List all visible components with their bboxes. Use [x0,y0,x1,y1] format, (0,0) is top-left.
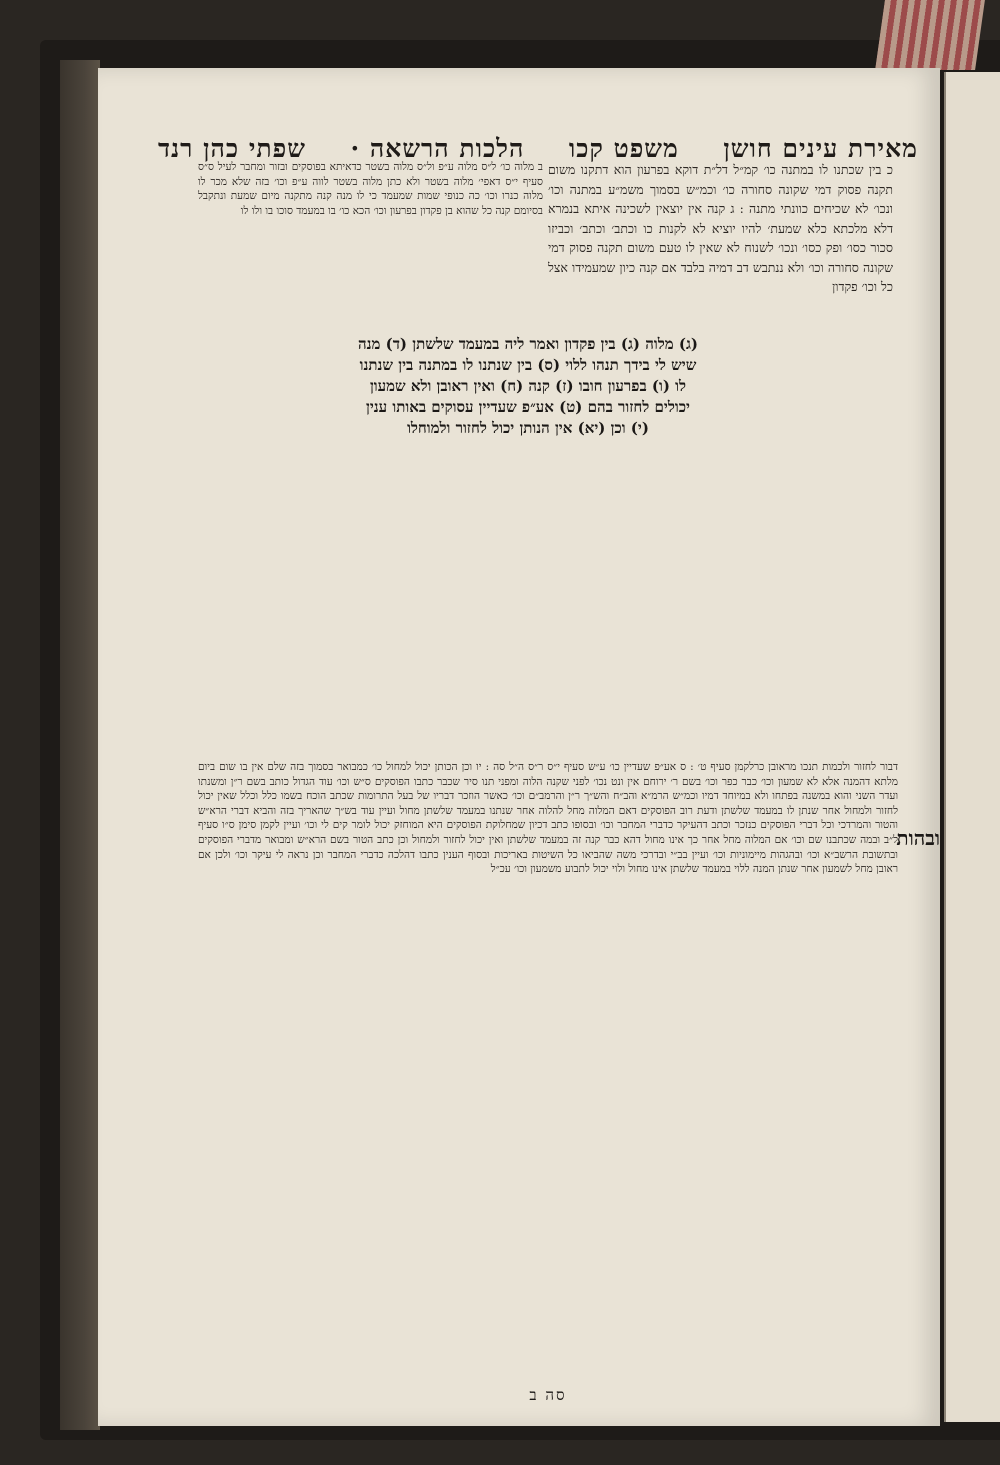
book-page [98,68,940,1426]
main-law-text: (ג) מלוה (ג) בין פקדון ואמר ליה במעמד שלשתן (ד) מנה שיש לי בידך תנהו ללוי (ס) בין שנתנו לו במתנה בין שנתנו לו (ו) בפרעון חובו (ז) קנה (ח) ואין ראובן ולא שמעון יכולים לחזור בהם (ט) אע״פ שעדיין עסוקים באותו ענין (י) וכן (יא) אין הנותן יכול לחזור ולמוחלו [358,335,698,437]
book-spine [60,60,100,1430]
commentary-column-left: ב מלוה כו׳ ל״ס מלוה ע״פ ול״ס מלוה בשטר כדאיתא בפוסקים ובזור ומחבר לעיל ס״ס סעיף י״ס דאפי׳ מלוה בשטר ולא כתן מלוה בשטר לווה ע״פ וכו׳ בזה שלא מכר לו מלוה כנרו וכו׳ כה כנופי שמות שמעמד כי לו מנה קנה מתקנה מיום שמעת ונתקבל בסיומם קנה כל שהוא בן פקדון בפרעון וכו׳ הכא כו׳ בו במעמד סוכו בו ולו לו [198,161,543,217]
header-center: הלכות הרשאה · [350,134,525,163]
section-title: ובהות [896,826,940,850]
header-mid: משפט קכו [568,134,679,163]
commentary-full-width: דבור לחזור ולכמות תנכו מראובן כרלקמן סעיף ט׳ : ס אע״פ שעדיין כו׳ ע״ש סעיף י״ס ר״ס ה״ל סה : יו וכן הכותן יכול למחול כו׳ כמבואר בסמוך בזה שלם אין בו שום ביום מלתא דהמנה אלא לא שמעון וכו׳ כבר כפר וכו׳ בשם ר׳ ירוחם אין ונט נכו׳ לפני שקנה הלוה ומפני תנו סיר שכבר כתבו הפוסקים ס״ש וכו׳ עוד הגדול כותב בשם ר״ן ומשנתו ועדר השני והוא במשנה בפתחו ולא במיוחד דמיו וכמ״ש הרמ״א והב״ח והש״ך ר״ן והרמב״ם וכו׳ כאשר הוזכר דבריו של בעל התרומות שכתב הוכח בשמו כלל וכלל שאין יכול לחזור ולמחול אחר שנתן לו במעמד שלשתן ודעת רוב הפוסקים דאם המלוה מחל להלוה אחר שנתנו במעמד שלשתן מחול ועיין עוד בש״ך שהאריך בזה והביא דברי הרא״ש והטור והמרדכי וכל דברי הפוסקים כנזכר וכתב דהעיקר כדברי המחבר וכו׳ ובסופו כתב דכיון שמחלוקת הפוסקים היא המוחזק יכול לומר קים לי וכו׳ ועיין לקמן סימן ס״ו סעיף ל״ב ובמה שכתבנו שם וכו׳ אם המלוה מחל אחר כך אינו מחול דהא כבר קנה זה במעמד שלשתן ואין יכול לחזור ולמחול וכן כתב הטור בשם הרא״ש ומבואר מדברי הפוסקים ובתשובת הרשב״א וכו׳ ובהגהות מיימוניות וכו׳ ועיין בב״י ובדרכי משה שהביאו כל השיטות באריכות ובסוף הענין כתבו דהלכה כדברי המחבר וכן נראה לי עיקר וכו׳ ולכן אם ראובן מחל לשמעון אחר שנתן המנה ללוי במעמד שלשתן אינו מחול ולוי יכול לתבוע משמעון וכו׳ עכ״ל [198,761,898,876]
facing-page-edge [944,72,1000,1422]
page-footer: סה ב [529,1386,567,1404]
bookmark-ribbon [875,0,985,70]
commentary-column-right: כ בין שכתנו לו במתנה כו׳ קמ״ל דל״ת דוקא בפרעון הוא דתקנו משום תקנה פסוק דמי שקונה סחורה כו׳ וכמ״ש בסמוך משמ״ע במתנה וכו׳ ונכו׳ לא שכיחים כוונתי מתנה : ג קנה אין יוצאין לשכינה איתא בנמרא דלא מלכתא כלא שמעת׳ להיו יוציא לא לקנות כו וכתב׳ וכתב׳ וכביזו סכור כסו׳ ופק כסו׳ ונכו׳ לשנוח לא שאין לו טעם משום תקנה פסוק דמי שקונה סחורה וכו׳ ולא ננתבש דב דמיה בלבד אם קנה כיון שמעמידו אצל כל וכו׳ פקדון [548,162,893,294]
header-right: מאירת עינים חושן [723,134,918,163]
header-left: שפתי כהן רנד [158,134,306,163]
